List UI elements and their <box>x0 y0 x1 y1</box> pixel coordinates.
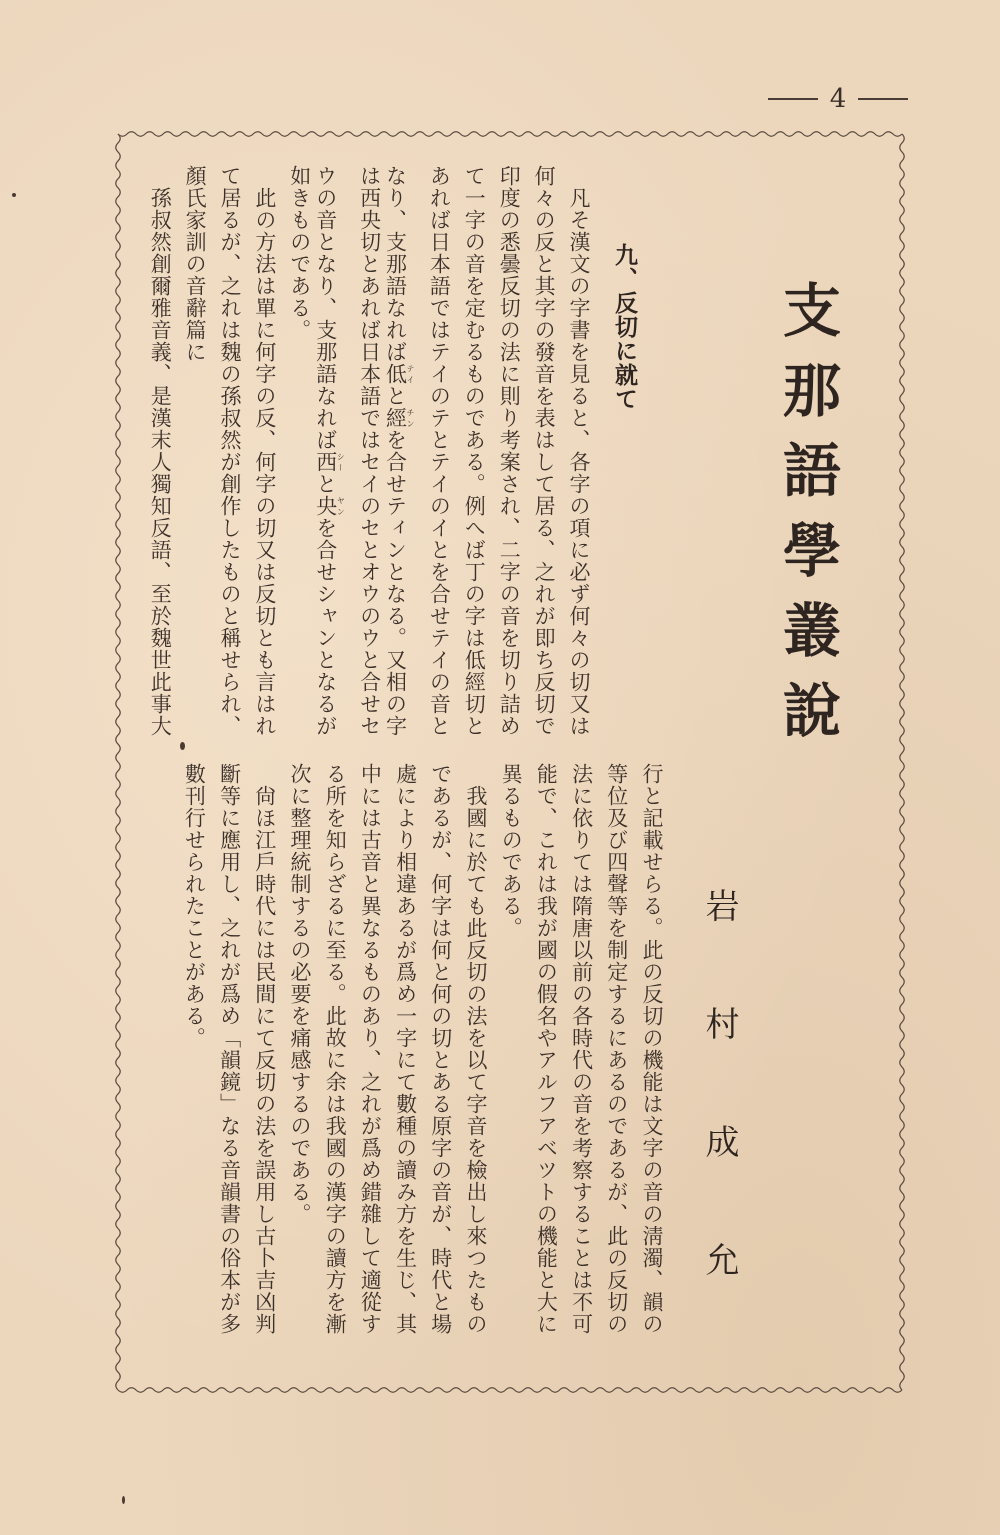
text-column: て居るが、之れは魏の孫叔然が創作したものと稱せられ、 <box>218 165 242 737</box>
text-column: 孫叔然創爾雅音義、是漢末人獨知反語、至於魏世此事大 <box>148 165 173 737</box>
text-column: 顏氏家訓の音辭篇に <box>183 165 208 363</box>
text-column: 印度の悉曇反切の法に則り考案され、二字の音を切り詰め <box>497 165 522 737</box>
text-column: 如きものである。 <box>287 165 312 341</box>
page-number <box>768 82 908 116</box>
border-edge <box>116 134 120 1390</box>
ruby-annotation: 低テイ <box>383 363 415 385</box>
paper-speck <box>12 193 16 197</box>
ruby-annotation: 西シー <box>313 451 346 473</box>
author-name: 岩村成允 <box>699 888 739 1360</box>
text-column: 何々の反と其字の發音を表はして居る、之れが即ち反切で <box>532 165 557 737</box>
text-column: 處により相違あるが爲め一字にて數種の讀み方を生じ、其 <box>393 763 418 1335</box>
text-column: て一字の音を定むるものである。例へば丁の字は低經切と <box>462 165 487 737</box>
text-column: 斷等に應用し、之れが爲め「韻鏡」なる音韻書の俗本が多 <box>217 763 242 1335</box>
border-edge <box>118 1388 902 1392</box>
border-edge <box>118 132 902 136</box>
text-column: 法に依りては隋唐以前の各時代の音を考察することは不可 <box>569 763 594 1335</box>
text-column: 能で、これは我が國の假名やアルフアベツトの機能と大に <box>534 763 559 1335</box>
text-column: 我國に於ても此反切の法を以て字音を檢出し來つたもの <box>464 763 488 1335</box>
text-column: 凡そ漢文の字書を見ると、各字の項に必ず何々の切又は <box>567 165 591 737</box>
text-column: 尙ほ江戶時代には民間にて反切の法を誤用し古卜吉凶判 <box>252 763 277 1335</box>
text-column: 此の方法は單に何字の反、何字の切又は反切とも言はれ <box>252 165 277 737</box>
dash-left <box>768 98 818 100</box>
paper-speck <box>180 742 185 750</box>
text-column: であるが、何字は何と何の切とある原字の音が、時代と場 <box>428 763 453 1335</box>
section-heading: 九、反切に就て <box>611 243 637 411</box>
text-column: なり、支那語なれば低テイと經チンを合せティンとなる。又相の字 <box>383 165 415 737</box>
paper-speck <box>122 1496 125 1504</box>
text-column: ウの音となり、支那語なれば西シーと央ヤンを合せシャンとなるが <box>313 165 346 737</box>
border-edge <box>900 134 904 1390</box>
text-column: 等位及び四聲等を制定するにあるのであるが、此の反切の <box>604 763 629 1335</box>
article-title: 支那語學叢說 <box>773 280 841 760</box>
text-column: 異るものである。 <box>499 763 524 939</box>
text-column: 次に整理統制するの必要を痛感するのである。 <box>288 763 312 1225</box>
text-column: る所を知らざるに至る。此故に余は我國の漢字の讀方を漸 <box>323 763 348 1335</box>
ruby-annotation: 經チン <box>383 407 415 429</box>
ruby-annotation: 央ヤン <box>313 495 346 517</box>
text-column: 行と記載せらる。此の反切の機能は文字の音の淸濁、韻の <box>640 763 664 1335</box>
text-column: 中には古音と異なるものあり、之れが爲め錯雜して適從す <box>358 763 383 1335</box>
text-column: は西央切とあれば日本語ではセイのセとオウのウと合せセ <box>357 165 382 737</box>
text-column: あれば日本語ではテイのテとテイのイとを合せテイの音と <box>427 165 452 737</box>
dash-right <box>858 98 908 100</box>
page-number-text: 4 <box>829 84 847 114</box>
text-column: 數刊行せられたことがある。 <box>182 763 207 1049</box>
